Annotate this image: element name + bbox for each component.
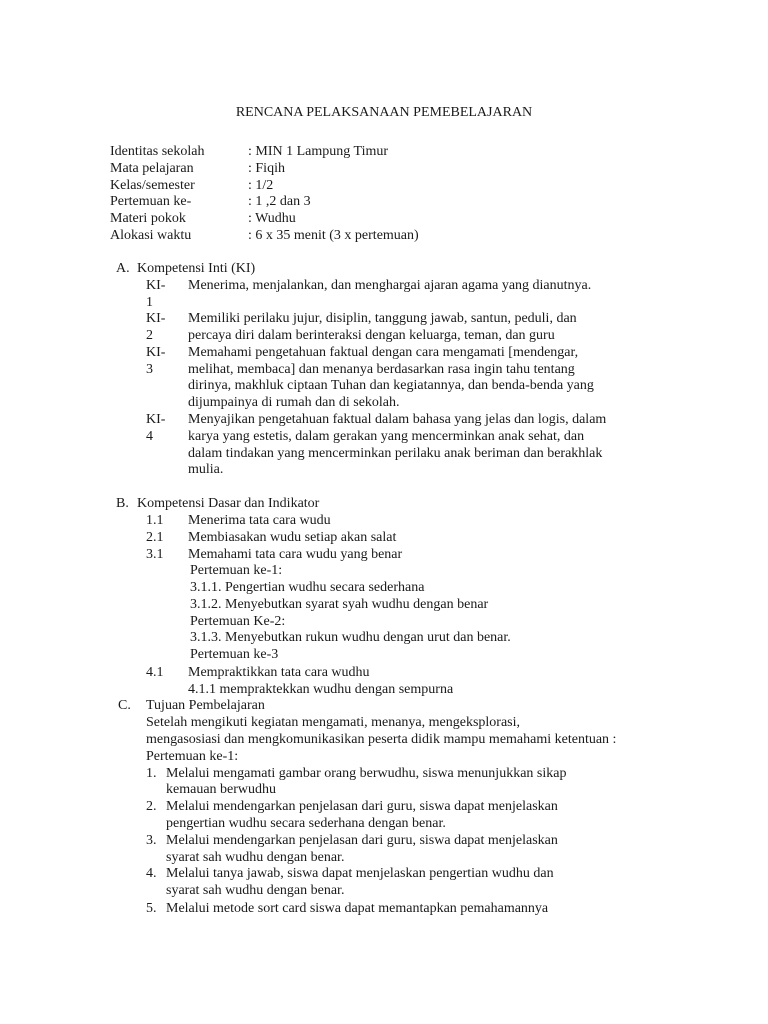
- ki-text: mulia.: [188, 462, 224, 477]
- section-c-heading: Tujuan Pembelajaran: [146, 698, 265, 713]
- identity-value: : 1/2: [248, 178, 274, 193]
- identity-label: Identitas sekolah: [110, 144, 205, 159]
- ki-number: 2: [146, 328, 153, 343]
- ki-text: Menyajikan pengetahuan faktual dalam bahasa yang jelas dan logis, dalam: [188, 412, 607, 427]
- identity-value: : 6 x 35 menit (3 x pertemuan): [248, 228, 419, 243]
- ki-number: KI-: [146, 311, 166, 326]
- goal-number: 3.: [146, 833, 157, 848]
- section-a-heading: Kompetensi Inti (KI): [137, 261, 256, 276]
- identity-value: : Fiqih: [248, 161, 285, 176]
- section-c-intro: Setelah mengikuti kegiatan mengamati, menanya, mengeksplorasi,: [146, 715, 521, 730]
- goal-text: kemauan berwudhu: [166, 782, 277, 797]
- section-c-intro: mengasosiasi dan mengkomunikasikan peserta didik mampu memahami ketentuan :: [146, 732, 617, 747]
- ki-text: dalam tindakan yang mencerminkan perilaku anak beriman dan berakhlak: [188, 446, 603, 461]
- goal-text: syarat sah wudhu dengan benar.: [166, 850, 345, 865]
- kd-number: 4.1: [146, 665, 164, 680]
- identity-label: Mata pelajaran: [110, 161, 194, 176]
- indicator-text: 4.1.1 mempraktekkan wudhu dengan sempurna: [188, 682, 454, 697]
- ki-text: Menerima, menjalankan, dan menghargai ajaran agama yang dianutnya.: [188, 278, 592, 293]
- ki-text: karya yang estetis, dalam gerakan yang mencerminkan anak sehat, dan: [188, 429, 585, 444]
- goal-number: 4.: [146, 866, 157, 881]
- document-title: RENCANA PELAKSANAAN PEMEBELAJARAN: [235, 105, 533, 120]
- ki-text: Memahami pengetahuan faktual dengan cara mengamati [mendengar,: [188, 345, 579, 360]
- goal-text: Melalui mengamati gambar orang berwudhu, siswa menunjukkan sikap: [166, 766, 567, 781]
- ki-text: melihat, membaca] dan menanya berdasarkan rasa ingin tahu tentang: [188, 362, 575, 377]
- goal-text: Melalui mendengarkan penjelasan dari guru, siswa dapat menjelaskan: [166, 833, 558, 848]
- ki-number: 3: [146, 362, 153, 377]
- meeting-label: Pertemuan ke-1:: [190, 563, 283, 578]
- goal-number: 1.: [146, 766, 157, 781]
- goal-text: syarat sah wudhu dengan benar.: [166, 883, 345, 898]
- identity-value: : MIN 1 Lampung Timur: [248, 144, 389, 159]
- ki-number: KI-: [146, 412, 166, 427]
- ki-text: percaya diri dalam berinteraksi dengan keluarga, teman, dan guru: [188, 328, 555, 343]
- kd-text: Mempraktikkan tata cara wudhu: [188, 665, 370, 680]
- identity-label: Pertemuan ke-: [110, 194, 192, 209]
- ki-number: 4: [146, 429, 153, 444]
- kd-number: 3.1: [146, 547, 164, 562]
- kd-text: Menerima tata cara wudu: [188, 513, 331, 528]
- meeting-label: Pertemuan ke-3: [190, 647, 279, 662]
- ki-text: dirinya, makhluk ciptaan Tuhan dan kegiatannya, dan benda-benda yang: [188, 378, 594, 393]
- goal-number: 5.: [146, 901, 157, 916]
- kd-number: 1.1: [146, 513, 164, 528]
- indicator-text: 3.1.2. Menyebutkan syarat syah wudhu dengan benar: [190, 597, 489, 612]
- indicator-text: 3.1.1. Pengertian wudhu secara sederhana: [190, 580, 425, 595]
- ki-number: 1: [146, 295, 153, 310]
- section-a-marker: A.: [116, 261, 130, 276]
- kd-number: 2.1: [146, 530, 164, 545]
- ki-number: KI-: [146, 345, 166, 360]
- section-c-marker: C.: [118, 698, 131, 713]
- identity-value: : Wudhu: [248, 211, 296, 226]
- goal-text: Melalui mendengarkan penjelasan dari guru, siswa dapat menjelaskan: [166, 799, 558, 814]
- goal-text: pengertian wudhu secara sederhana dengan benar.: [166, 816, 446, 831]
- ki-text: dijumpainya di rumah dan di sekolah.: [188, 395, 400, 410]
- ki-text: Memiliki perilaku jujur, disiplin, tanggung jawab, santun, peduli, dan: [188, 311, 577, 326]
- meeting-label: Pertemuan ke-1:: [146, 749, 239, 764]
- goal-number: 2.: [146, 799, 157, 814]
- kd-text: Membiasakan wudu setiap akan salat: [188, 530, 397, 545]
- identity-label: Materi pokok: [110, 211, 186, 226]
- goal-text: Melalui tanya jawab, siswa dapat menjelaskan pengertian wudhu dan: [166, 866, 554, 881]
- identity-value: : 1 ,2 dan 3: [248, 194, 311, 209]
- meeting-label: Pertemuan Ke-2:: [190, 614, 286, 629]
- section-b-heading: Kompetensi Dasar dan Indikator: [137, 496, 320, 511]
- indicator-text: 3.1.3. Menyebutkan rukun wudhu dengan urut dan benar.: [190, 630, 511, 645]
- identity-label: Kelas/semester: [110, 178, 195, 193]
- section-b-marker: B.: [116, 496, 129, 511]
- goal-text: Melalui metode sort card siswa dapat memantapkan pemahamannya: [166, 901, 549, 916]
- ki-number: KI-: [146, 278, 166, 293]
- kd-text: Memahami tata cara wudu yang benar: [188, 547, 403, 562]
- identity-label: Alokasi waktu: [110, 228, 192, 243]
